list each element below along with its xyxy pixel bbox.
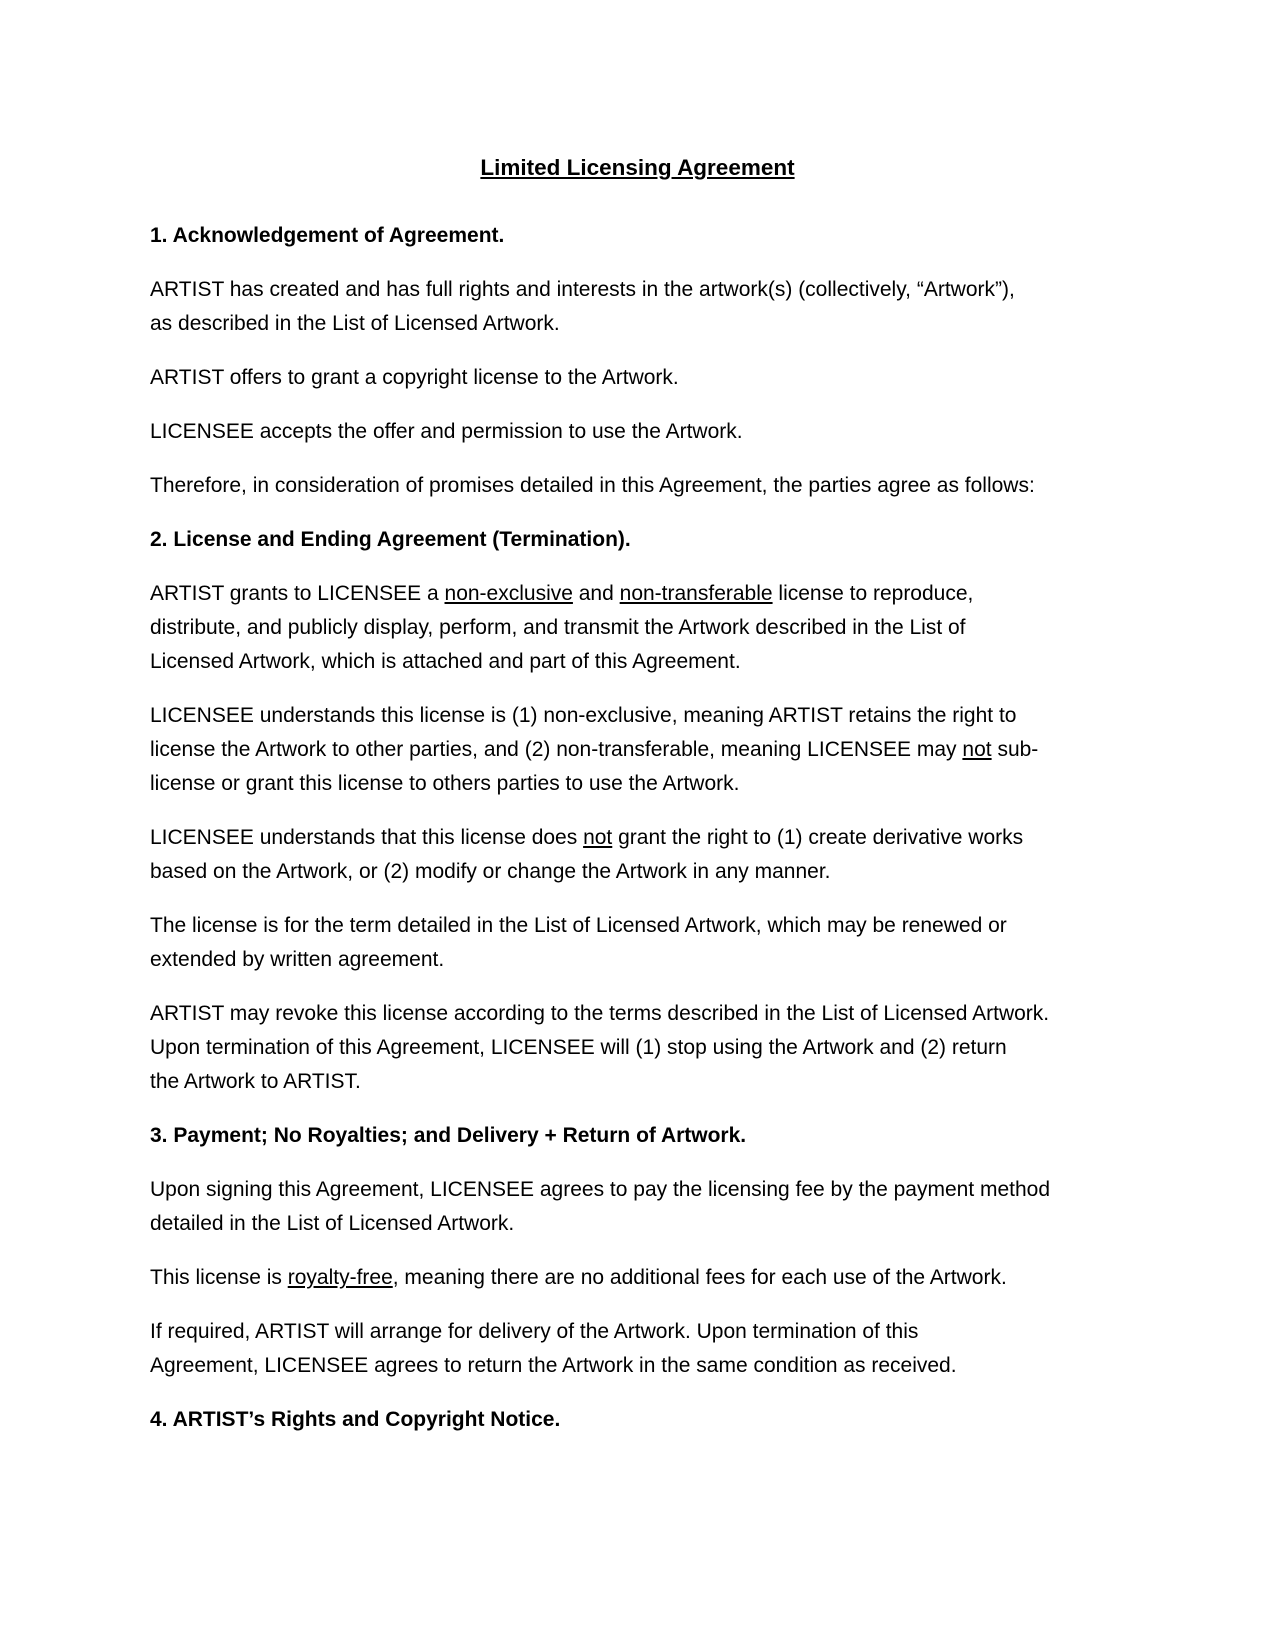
section-2-paragraph-1-line-1	[150, 576, 973, 611]
text-span: license the Artwork to other parties, and (2) non-transferable, meaning LICENSEE may	[150, 738, 963, 761]
section-1-paragraph-1-line-1: ARTIST has created and has full rights and interests in the artwork(s) (collectively, “Artwork”),	[150, 278, 1015, 301]
section-3-paragraph-1-line-1: Upon signing this Agreement, LICENSEE agrees to pay the licensing fee by the payment method	[150, 1178, 1051, 1201]
section-2-paragraph-4-line-2: extended by written agreement.	[150, 948, 445, 971]
section-4-heading: 4. ARTIST’s Rights and Copyright Notice.	[150, 1408, 561, 1431]
underlined-term-not: not	[583, 826, 613, 849]
section-2-paragraph-2-line-3: license or grant this license to others parties to use the Artwork.	[150, 772, 740, 795]
section-1-paragraph-4: Therefore, in consideration of promises detailed in this Agreement, the parties agree as follows:	[150, 474, 1035, 497]
underlined-term-non-transferable: non-transferable	[619, 582, 773, 605]
section-3-paragraph-3-line-1: If required, ARTIST will arrange for delivery of the Artwork. Upon termination of this	[150, 1320, 919, 1343]
section-2-paragraph-4-line-1: The license is for the term detailed in the List of Licensed Artwork, which may be renewed or	[150, 914, 1007, 937]
section-2-paragraph-5-line-2: Upon termination of this Agreement, LICENSEE will (1) stop using the Artwork and (2) return	[150, 1036, 1007, 1059]
underlined-term-royalty-free: royalty-free	[287, 1266, 393, 1289]
section-2-paragraph-5-line-1: ARTIST may revoke this license according to the terms described in the List of Licensed Artwork.	[150, 1002, 1050, 1025]
section-2-paragraph-1-line-2: distribute, and publicly display, perform, and transmit the Artwork described in the List of	[150, 616, 966, 639]
text-span: and	[572, 582, 620, 605]
text-span: ARTIST grants to LICENSEE a	[150, 582, 445, 605]
section-1-paragraph-1-line-2: as described in the List of Licensed Artwork.	[150, 312, 560, 335]
section-2-paragraph-2-line-1: LICENSEE understands this license is (1) non-exclusive, meaning ARTIST retains the right to	[150, 704, 1017, 727]
section-3-paragraph-1-line-2: detailed in the List of Licensed Artwork.	[150, 1212, 515, 1235]
section-2-paragraph-3-line-2: based on the Artwork, or (2) modify or change the Artwork in any manner.	[150, 860, 831, 883]
text-span: , meaning there are no additional fees for each use of the Artwork.	[392, 1266, 1007, 1289]
section-2-paragraph-1-line-3: Licensed Artwork, which is attached and part of this Agreement.	[150, 650, 741, 673]
section-1-heading: 1. Acknowledgement of Agreement.	[150, 224, 505, 247]
underlined-term-non-exclusive: non-exclusive	[444, 582, 573, 605]
text-span: grant the right to (1) create derivative works	[612, 826, 1024, 849]
text-span: This license is	[150, 1266, 288, 1289]
section-3-paragraph-2	[150, 1260, 1007, 1295]
section-2-paragraph-5-line-3: the Artwork to ARTIST.	[150, 1070, 361, 1093]
section-1-paragraph-3: LICENSEE accepts the offer and permission to use the Artwork.	[150, 420, 743, 443]
text-span: sub-	[991, 738, 1039, 761]
section-2-heading: 2. License and Ending Agreement (Termination).	[150, 528, 631, 551]
document-title: Limited Licensing Agreement	[480, 155, 795, 180]
section-1-paragraph-2: ARTIST offers to grant a copyright license to the Artwork.	[150, 366, 679, 389]
underlined-term-not: not	[962, 738, 992, 761]
text-span: LICENSEE understands that this license does	[150, 826, 584, 849]
section-3-heading: 3. Payment; No Royalties; and Delivery + Return of Artwork.	[150, 1124, 747, 1147]
section-2-paragraph-2-line-2	[150, 732, 1038, 767]
text-span: license to reproduce,	[772, 582, 974, 605]
section-2-paragraph-3-line-1	[150, 820, 1023, 855]
section-3-paragraph-3-line-2: Agreement, LICENSEE agrees to return the Artwork in the same condition as received.	[150, 1354, 957, 1377]
